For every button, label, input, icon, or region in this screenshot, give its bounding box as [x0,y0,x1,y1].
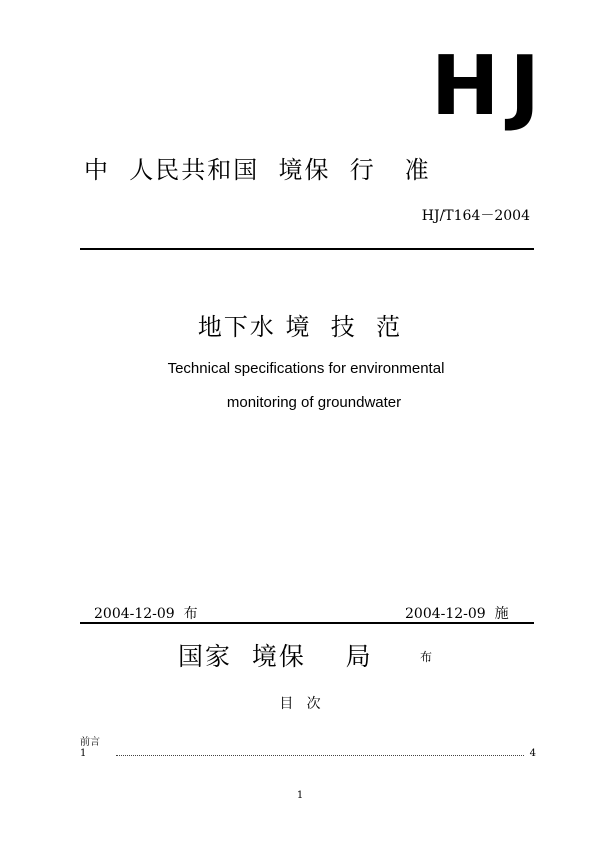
effective-date: 2004-12-09 施 [405,606,509,622]
issuer-divider [80,622,534,624]
toc-preface-link[interactable]: 前言 [80,737,100,748]
toc-entry[interactable] [80,748,536,759]
page-number: 1 [296,790,304,801]
issuing-authority-suffix: 布 [420,650,433,664]
document-title-english-line-2: monitoring of groundwater [226,394,402,411]
standard-code: HJ/T164－2004 [421,208,530,224]
hj-logo: HJ [430,39,550,134]
document-title-english-line-1: Technical specifications for environmental [167,360,445,377]
toc-entry-number: 1 [80,748,87,759]
standard-category-title: 中 人民共和国 境保 行 准 [84,156,431,184]
top-divider [80,248,534,250]
release-date: 2004-12-09 布 [94,606,198,622]
issuing-authority: 国家 境保 局 [178,642,373,671]
table-of-contents-heading: 目 次 [279,696,321,712]
toc-entry-page: 4 [529,748,536,759]
toc-leader-dots [116,754,524,756]
document-title-chinese: 地下水 境 技 范 [197,313,403,341]
